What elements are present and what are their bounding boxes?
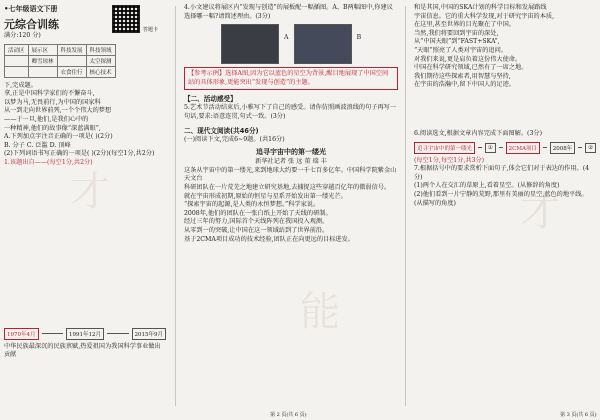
page-column-2 xyxy=(178,0,404,410)
timeline-line xyxy=(42,333,64,334)
question-5: 5.艺术节活动结束后,小雅写下了自己的感受。请你仿照画波浪线的句子再写一句话,要求:语意连贯,句式一致。(3分) xyxy=(184,104,397,120)
answer-note: (每空1分,每空1分,共3分) xyxy=(414,156,485,164)
question-2: (2)下列词语书写正确的一项是( )(2分)(每空1分,共2分) xyxy=(4,150,155,158)
timeline-line xyxy=(499,147,503,148)
text-line: 下,完成题。 xyxy=(4,81,37,89)
article-paragraph: 从零到一的突破,让中国在这一领域站到了世界前沿。 xyxy=(184,226,329,234)
text-line: 一种精神,他们的故事像“深蓝满眼”, xyxy=(4,124,101,132)
qr-code-icon[interactable] xyxy=(112,5,140,33)
text-line: 对我们来说,更是肩负着这份伟大使命。 xyxy=(414,55,522,63)
text-line: 从一到走向世界前列,一个个伟大的梦想 xyxy=(4,107,112,115)
timeline-node: 追寻宇宙中的第一缕光 xyxy=(414,142,475,154)
text-line: ——于一旦,他们,是我们心中的 xyxy=(4,115,89,123)
table-cell: 科技发展 xyxy=(57,44,86,55)
timeline-line xyxy=(107,333,129,334)
timeline-node: ① xyxy=(485,143,496,153)
timeline-line xyxy=(578,147,582,148)
table-cell: 核心技术 xyxy=(86,66,115,77)
bottom-text: 中华民族最深沉的民族禀赋,热爱祖国为我国科学事业做出贡献 xyxy=(4,342,161,359)
timeline-line xyxy=(543,147,547,148)
table-cell xyxy=(5,66,29,77)
timeline-node: 2CMA项目 xyxy=(506,142,540,154)
answer-note: 【参考示例】选择A图,因为它以蓝色的星空为背景,醒目地展现了中国空间站的具体形象,更能突出“发现与创造”的主题。 xyxy=(188,70,389,86)
timeline-node: 1970年4月 xyxy=(4,328,39,340)
article-author: 新华社记者 张 远 董 瑞 丰 xyxy=(255,158,327,166)
table-cell xyxy=(5,55,29,66)
text-line: 在宇宙的浩瀚中,留下中国人的足迹。 xyxy=(414,81,515,89)
text-line: 宇宙信息。它的重大科学发现,对于研究宇宙的本质, xyxy=(414,12,555,20)
article-paragraph: 2008年,他们的团队在一张白纸上开始了天线的研制。 xyxy=(184,209,332,217)
table-cell: 衣食住行 xyxy=(57,66,86,77)
timeline-node: 2015年9月 xyxy=(132,328,167,340)
table-cell: 活动区 xyxy=(5,44,29,55)
question-4: 4.小文建议将展区内“发现与创造”的展板配一幅插图。A、B两幅图中,你建议选择哪一幅?请简述理由。(3分) xyxy=(184,4,393,20)
column-divider xyxy=(175,6,176,406)
column-divider xyxy=(405,6,406,406)
question-7: 7.根据括号中的要求赏析下面句子,体会它们对于表达的作用。(4分) xyxy=(414,165,590,181)
article-title: 追寻宇宙中的第一缕光 xyxy=(256,147,326,157)
question-1: A.下列加点字注音正确的一项是( )(2分) xyxy=(4,133,113,141)
section-heading: 二、现代文阅读(共46分) xyxy=(184,126,259,135)
watermark: 才 xyxy=(70,169,110,215)
article-paragraph: 就在宇宙形成初期,原始的恒星与星系开始发出第一缕光芒。 xyxy=(184,192,347,200)
text-line: 当然,我们将要回到宇宙的深处, xyxy=(414,29,499,37)
article-paragraph: 基于2CMA项目成功的技术经验,团队正在向更远的目标进发。 xyxy=(184,235,354,243)
article-paragraph: 这条从宇宙中的第一缕光,来到地球大约要一千七百多亿年。中国科学院紫金山天文台 xyxy=(184,166,397,183)
article-paragraph: “探索宇宙的起源,是人类的永恒梦想。”科学家说。 xyxy=(184,201,320,209)
qr-label: 答题卡 xyxy=(143,27,159,33)
table-cell: 展示区 xyxy=(28,44,57,55)
page-column-3 xyxy=(408,0,600,410)
answer-note: 1.该题出自——(每空1分,共2分) xyxy=(4,158,93,166)
timeline-node: 2008年 xyxy=(550,142,576,154)
table-cell xyxy=(28,66,57,77)
timeline-line xyxy=(478,147,482,148)
table-cell: 太空探测 xyxy=(86,55,115,66)
galaxy-image-b xyxy=(294,24,352,64)
question-7-1: (1)两个人在交汇的草原上,看着星空。(从修辞的角度) xyxy=(414,182,560,190)
article-paragraph: 经过三年的努力,国际首个天线阵列在我国投入观测。 xyxy=(184,218,329,226)
answer-box xyxy=(184,67,398,90)
timeline-node: 1991年12月 xyxy=(66,328,104,340)
text-line: 我们期待这些探索者,用智慧与坚持, xyxy=(414,72,511,80)
image-label-b: B xyxy=(356,34,362,42)
table-cell: 卿雪琼林 xyxy=(28,55,57,66)
timeline-node: ② xyxy=(585,143,596,153)
reading-subtitle: (一)阅读下文,完成6~9题。(共16分) xyxy=(184,135,285,143)
image-label-a: A xyxy=(283,34,289,42)
options: B. 分子 C. 泛滥 D. 顶峰 xyxy=(4,141,71,149)
book-header: •七年级语文下册 xyxy=(4,5,58,13)
page-number: 第 3 页(共 6 页) xyxy=(560,412,597,418)
article-paragraph: 科研团队在一片荒芜之地建立研究基地,去捕捉这些穿越百亿年的微弱信号。 xyxy=(184,183,391,191)
table-cell: 科技领域 xyxy=(86,44,115,55)
text-line: 从“中国天眼”到“FAST+SKA”, xyxy=(414,38,500,46)
image-options xyxy=(184,24,398,64)
activity-table xyxy=(4,44,116,78)
timeline xyxy=(4,328,166,340)
section-heading: 【二、活动感受】 xyxy=(184,95,237,104)
text-line: 中国在科学研究领域,已然有了一席之地。 xyxy=(414,64,528,72)
question-7-2: (2)他们看到一片宁静的荒野,那里有美丽的星空,蓝色的地平线。(从描写的角度) xyxy=(414,190,588,207)
page-column-1 xyxy=(0,0,172,410)
text-line: 在这里,甚至世界的目光聚在了中国。 xyxy=(414,21,515,29)
text-line: 以梦为马,无畏前行,为中国的国家科 xyxy=(4,98,101,106)
station-image-a xyxy=(221,24,279,64)
watermark: 才 xyxy=(520,189,560,235)
watermark: 能 xyxy=(300,289,340,335)
question-6: 6.阅读选文,根据文章内容完成下面图解。(3分) xyxy=(414,129,543,137)
diagram-timeline xyxy=(414,142,596,154)
text-line: 拿,正是中国科学家们的不懈奋斗, xyxy=(4,90,95,98)
text-line: “天眼”照亮了人类对宇宙的追问。 xyxy=(414,46,507,54)
page-number: 第 2 页(共 6 页) xyxy=(270,412,307,418)
unit-title: 元综合训练 xyxy=(4,18,59,31)
score: 满分:120 分) xyxy=(4,32,41,39)
text-line: 和是其国,中国的SKA计划的科学目标和发展路线 xyxy=(414,4,547,11)
table-cell xyxy=(57,55,86,66)
